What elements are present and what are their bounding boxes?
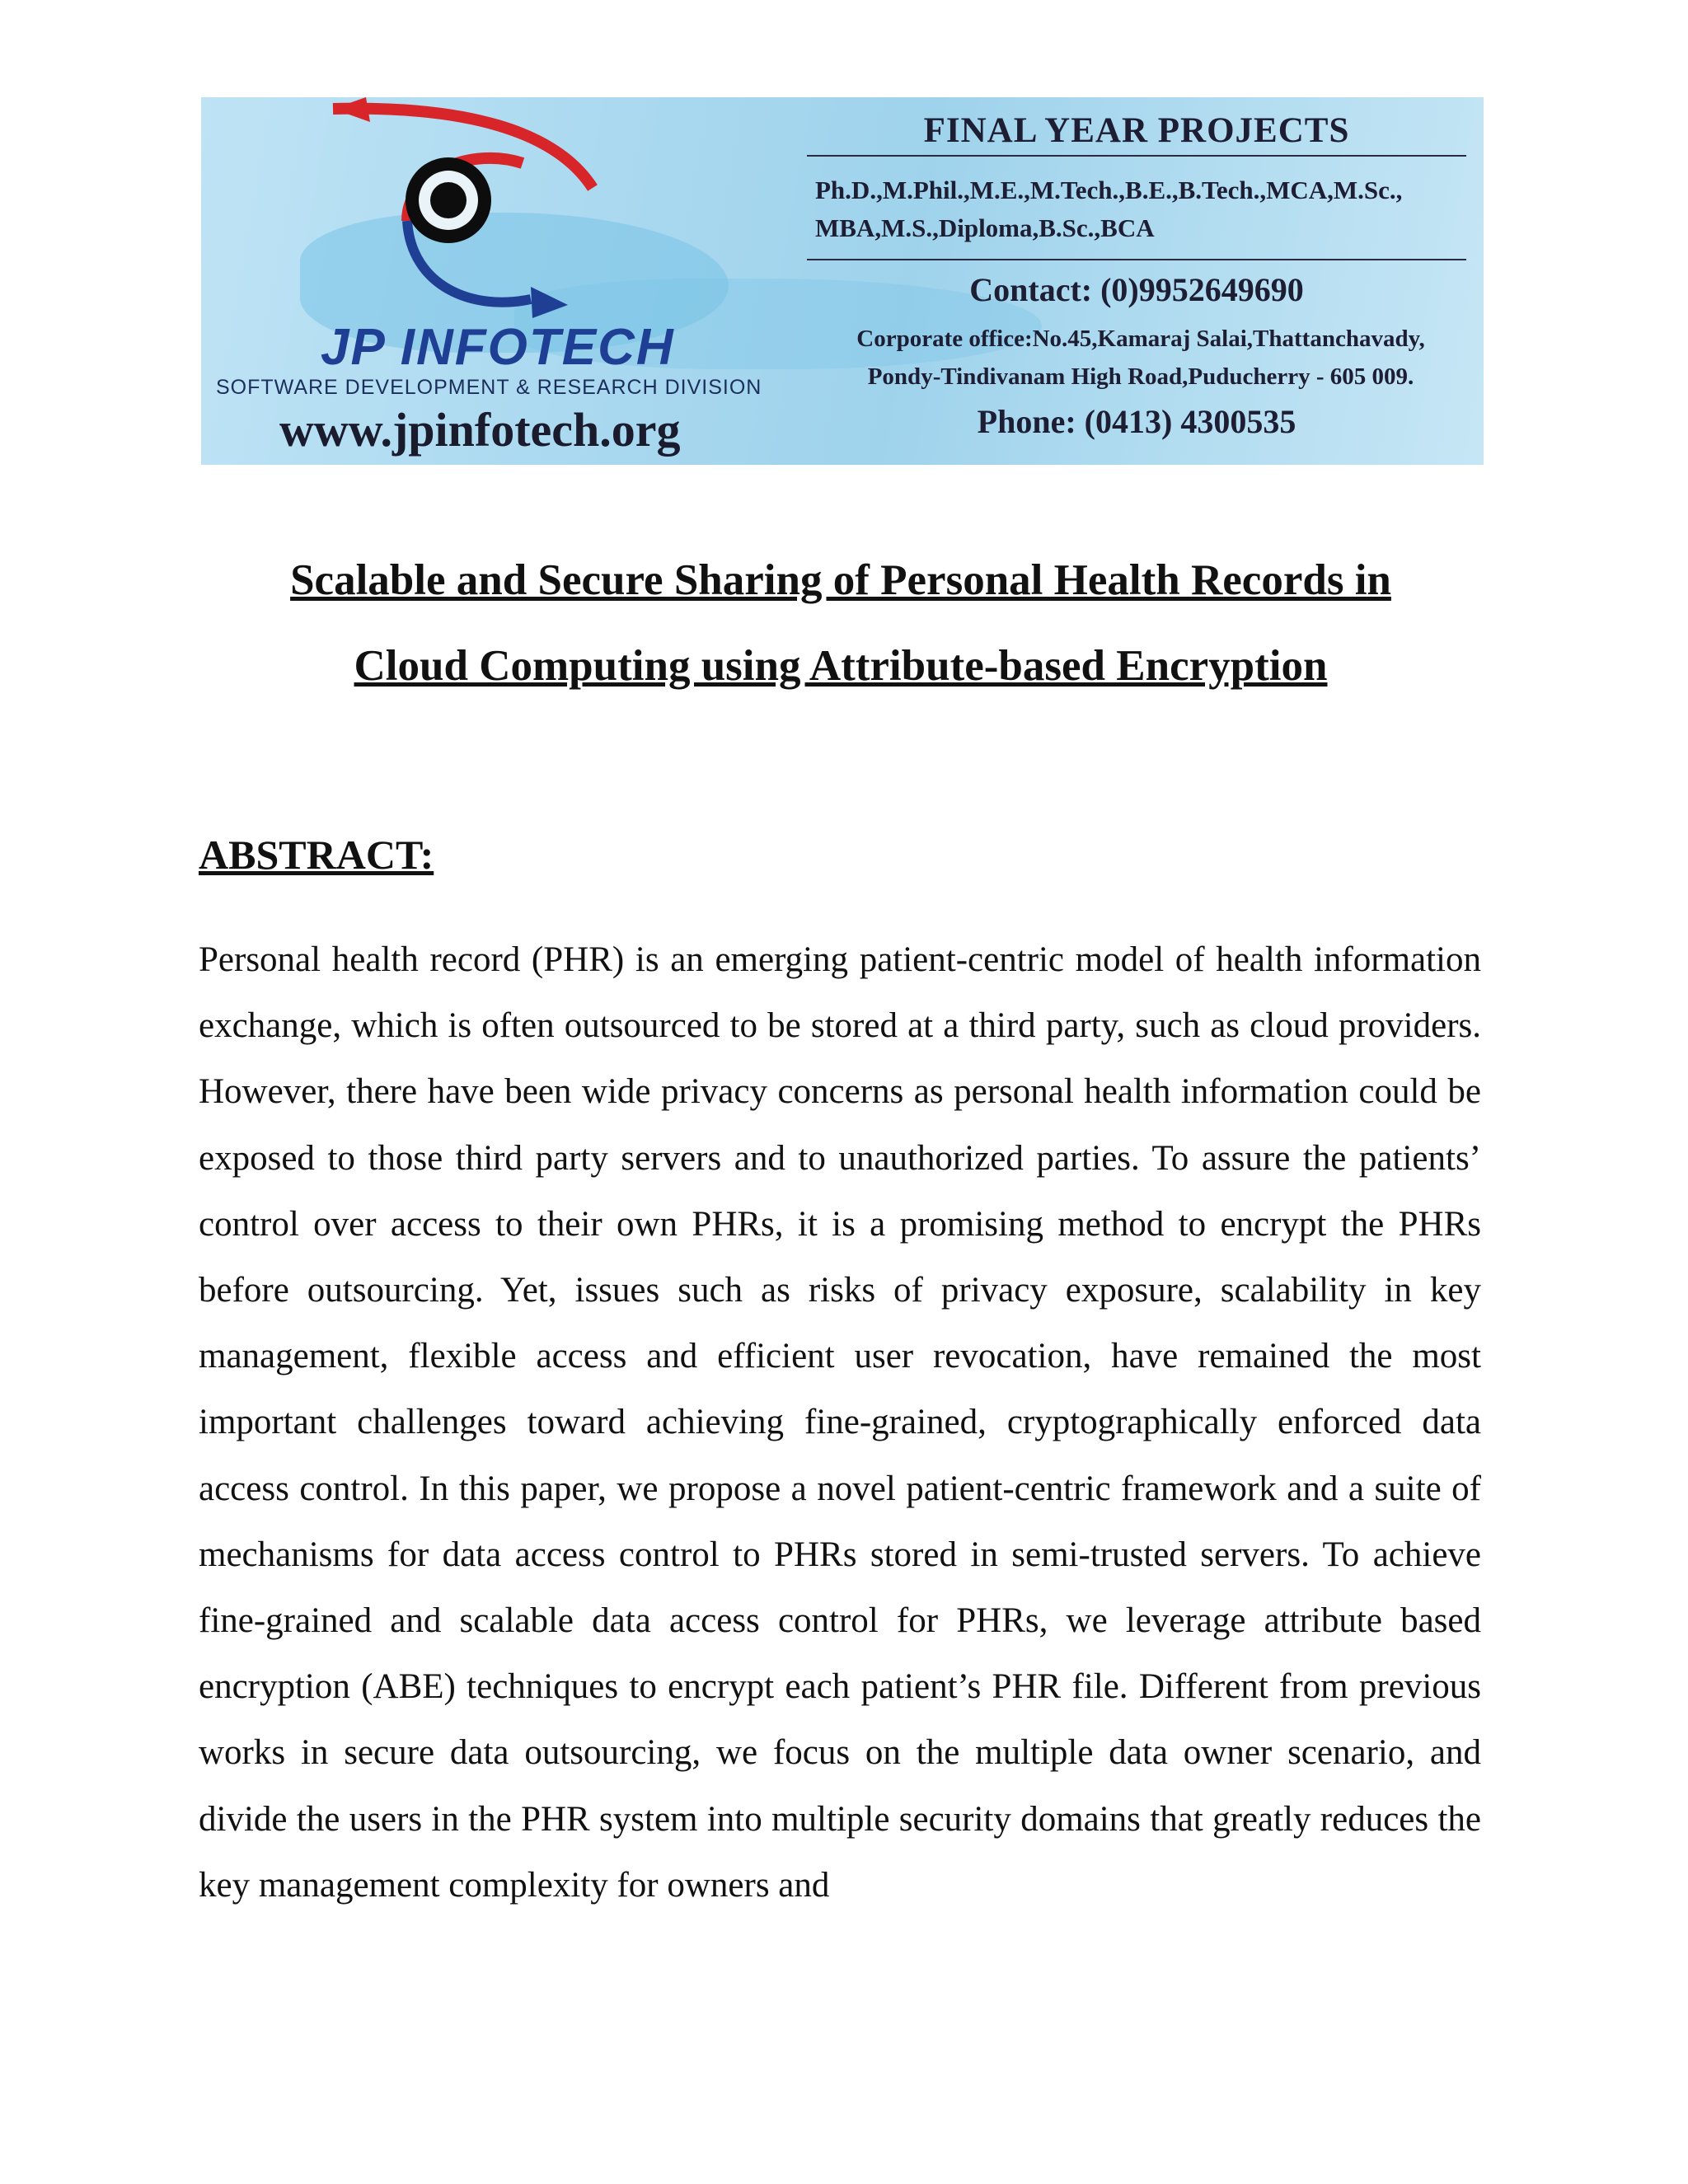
website-link[interactable]: www.jpinfotech.org — [279, 403, 681, 457]
abstract-paragraph: Personal health record (PHR) is an emerging patient-centric model of health information exchange, which is often outsourced to be stored at a third party, such as cloud providers. However, there have been wide privacy concerns as personal health information could be exposed to those third party servers and to unauthorized parties. To assure the patients’ control over access to their own PHRs, it is a promising method to encrypt the PHRs before outsourcing. Yet, issues such as risks of privacy exposure, scalability in key management, flexible access and efficient user revocation, have remained the most important challenges toward achieving fine-grained, cryptographically enforced data access control. In this paper, we propose a novel patient-centric framework and a suite of mechanisms for data access control to PHRs stored in semi-trusted servers. To achieve fine-grained and scalable data access control for PHRs, we leverage attribute based encryption (ABE) techniques to encrypt each patient’s PHR file. Different from previous works in secure data outsourcing, we focus on the multiple data owner scenario, and divide the users in the PHR system into multiple security domains that greatly reduces the key management complexity for owners and — [199, 940, 1481, 1905]
document-title — [165, 537, 1517, 709]
degrees-line: Ph.D.,M.Phil.,M.E.,M.Tech.,B.E.,B.Tech.,MCA,M.Sc., — [815, 176, 1403, 204]
brand-name: JP INFOTECH — [321, 319, 675, 376]
degrees-list — [815, 171, 1402, 247]
section-heading: ABSTRACT: — [199, 832, 434, 878]
contact-panel — [807, 97, 1466, 465]
degrees-line: MBA,M.S.,Diploma,B.Sc.,BCA — [815, 213, 1155, 242]
header-banner — [201, 97, 1484, 465]
address-line: Corporate office:No.45,Kamaraj Salai,Thattanchavady, — [856, 326, 1425, 352]
banner-heading: FINAL YEAR PROJECTS — [923, 111, 1350, 150]
contact-number: Contact: (0)9952649690 — [969, 271, 1304, 308]
address-line: Pondy-Tindivanam High Road,Puducherry - 605 009. — [867, 363, 1414, 390]
title-line: Cloud Computing using Attribute-based Encryption — [354, 642, 1328, 690]
divider — [807, 155, 1466, 157]
divider — [807, 259, 1466, 260]
phone-number: Phone: (0413) 4300535 — [977, 403, 1296, 440]
division-tagline: SOFTWARE DEVELOPMENT & RESEARCH DIVISION — [216, 376, 762, 399]
title-line: Scalable and Secure Sharing of Personal Health Records in — [290, 556, 1391, 604]
office-address — [815, 320, 1466, 396]
